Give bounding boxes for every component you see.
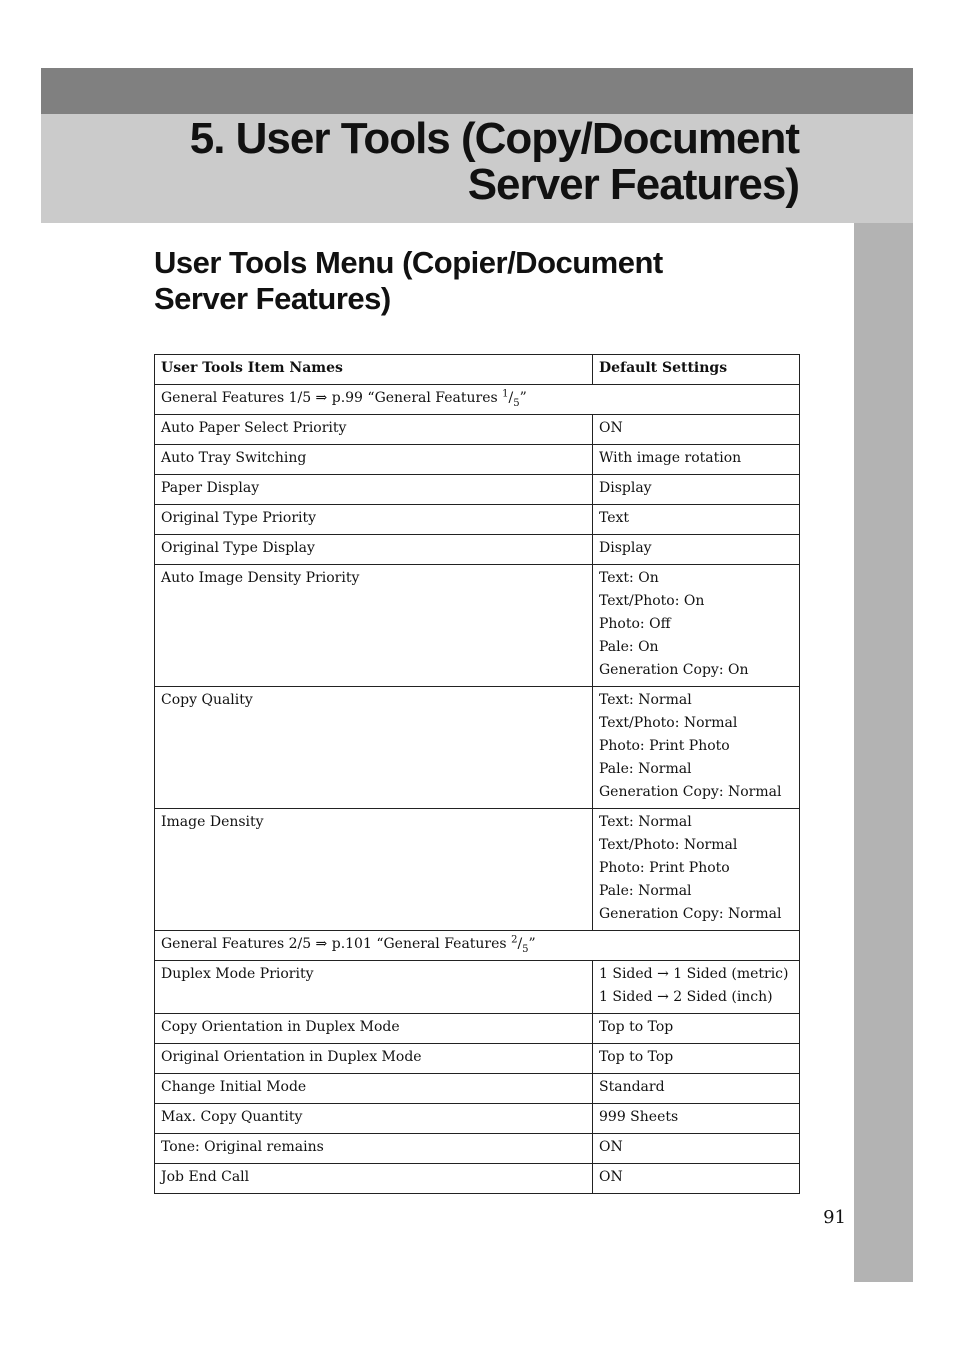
item-name: Original Type Priority — [155, 505, 593, 535]
page-number: 91 — [823, 1207, 846, 1228]
item-name: Copy Quality — [155, 687, 593, 809]
default-setting-line: Text: Normal — [599, 692, 692, 708]
table-row — [155, 1044, 800, 1074]
group-heading-slash: / — [517, 936, 523, 952]
default-setting — [593, 415, 800, 445]
default-setting-line: ON — [599, 420, 623, 436]
chapter-title — [190, 116, 799, 208]
default-setting-line: Text: On — [599, 570, 659, 586]
default-setting — [593, 1014, 800, 1044]
table-row — [155, 565, 800, 687]
item-name: Change Initial Mode — [155, 1074, 593, 1104]
group-heading-row-1-cell — [155, 385, 800, 415]
default-setting-line: 999 Sheets — [599, 1109, 679, 1125]
default-setting-line: Generation Copy: On — [599, 662, 749, 678]
item-name: Duplex Mode Priority — [155, 961, 593, 1014]
item-name: Copy Orientation in Duplex Mode — [155, 1014, 593, 1044]
item-name: Job End Call — [155, 1164, 593, 1194]
chapter-title-line1: 5. User Tools (Copy/Document — [189, 114, 799, 163]
group-heading-row-2 — [155, 931, 800, 961]
group-heading-sub: 5 — [513, 397, 520, 409]
table-row — [155, 1014, 800, 1044]
section-title-line2: Server Features) — [154, 281, 391, 316]
item-name: Image Density — [155, 809, 593, 931]
default-setting-line: 1 Sided → 1 Sided (metric) — [599, 966, 789, 982]
chapter-title-line2: Server Features) — [467, 160, 799, 209]
default-setting — [593, 1104, 800, 1134]
table-header-row — [155, 355, 800, 385]
group-heading-close: ” — [519, 390, 527, 406]
header-default-settings: Default Settings — [593, 355, 800, 385]
default-setting — [593, 445, 800, 475]
item-name: Original Orientation in Duplex Mode — [155, 1044, 593, 1074]
item-name: Auto Tray Switching — [155, 445, 593, 475]
group-heading-sup: 1 — [502, 388, 509, 400]
default-setting-line: ON — [599, 1139, 623, 1155]
table-row — [155, 1074, 800, 1104]
chapter-side-tab — [854, 223, 913, 1282]
default-setting-line: Text/Photo: On — [599, 593, 705, 609]
default-setting — [593, 687, 800, 809]
item-name: Auto Image Density Priority — [155, 565, 593, 687]
default-setting — [593, 1074, 800, 1104]
chapter-header-band — [41, 68, 913, 114]
default-setting-line: Photo: Print Photo — [599, 860, 730, 876]
group-heading-row-1 — [155, 385, 800, 415]
default-setting-line: Top to Top — [599, 1019, 674, 1035]
default-setting-line: Text/Photo: Normal — [599, 715, 738, 731]
table-row — [155, 475, 800, 505]
table-row — [155, 535, 800, 565]
default-setting — [593, 475, 800, 505]
settings-table — [154, 354, 800, 1194]
default-setting — [593, 1044, 800, 1074]
table-row — [155, 445, 800, 475]
default-setting — [593, 1134, 800, 1164]
default-setting — [593, 565, 800, 687]
default-setting-line: Standard — [599, 1079, 665, 1095]
group-heading-close: ” — [528, 936, 536, 952]
default-setting — [593, 809, 800, 931]
default-setting-line: Display — [599, 540, 652, 556]
default-setting — [593, 505, 800, 535]
table-row — [155, 1164, 800, 1194]
group-heading-sup: 2 — [511, 934, 518, 946]
default-setting-line: Text: Normal — [599, 814, 692, 830]
default-setting-line: Pale: Normal — [599, 883, 692, 899]
item-name: Auto Paper Select Priority — [155, 415, 593, 445]
table-row — [155, 1134, 800, 1164]
default-setting-line: Pale: On — [599, 639, 659, 655]
default-setting-line: Generation Copy: Normal — [599, 784, 782, 800]
default-setting — [593, 535, 800, 565]
default-setting-line: Photo: Print Photo — [599, 738, 730, 754]
default-setting-line: Top to Top — [599, 1049, 674, 1065]
table-row — [155, 687, 800, 809]
default-setting-line: Pale: Normal — [599, 761, 692, 777]
item-name: Tone: Original remains — [155, 1134, 593, 1164]
item-name: Paper Display — [155, 475, 593, 505]
default-setting-line: Photo: Off — [599, 616, 671, 632]
default-setting-line: Display — [599, 480, 652, 496]
section-title-line1: User Tools Menu (Copier/Document — [154, 245, 663, 280]
default-setting-line: Text/Photo: Normal — [599, 837, 738, 853]
table-row — [155, 505, 800, 535]
item-name: Max. Copy Quantity — [155, 1104, 593, 1134]
group-heading-row-2-cell — [155, 931, 800, 961]
table-row — [155, 1104, 800, 1134]
group-heading-slash: / — [508, 390, 514, 406]
default-setting-line: 1 Sided → 2 Sided (inch) — [599, 989, 773, 1005]
table-row — [155, 961, 800, 1014]
table-row — [155, 809, 800, 931]
group-heading-text: General Features 1/5 ⇒ p.99 “General Features — [161, 390, 503, 406]
table-row — [155, 415, 800, 445]
section-title — [154, 245, 794, 317]
default-setting-line: Generation Copy: Normal — [599, 906, 782, 922]
default-setting — [593, 961, 800, 1014]
group-heading-sub: 5 — [522, 943, 529, 955]
group-heading-text: General Features 2/5 ⇒ p.101 “General Features — [161, 936, 512, 952]
default-setting-line: Text — [599, 510, 630, 526]
default-setting — [593, 1164, 800, 1194]
header-item-names: User Tools Item Names — [155, 355, 593, 385]
default-setting-line: With image rotation — [599, 450, 742, 466]
default-setting-line: ON — [599, 1169, 623, 1185]
item-name: Original Type Display — [155, 535, 593, 565]
